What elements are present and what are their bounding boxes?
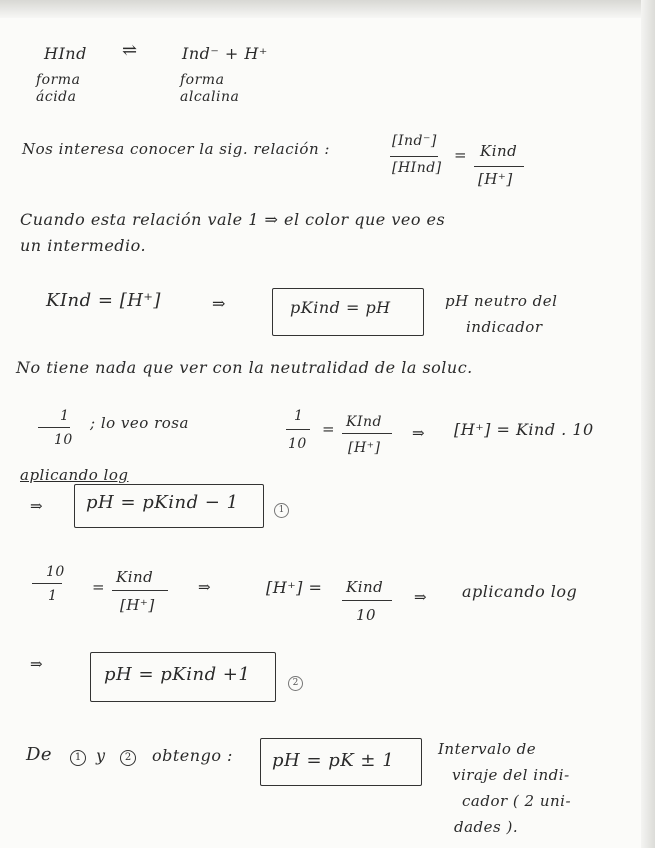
reaction-right: Ind⁻ + H⁺ (182, 44, 268, 63)
relation-frac2-num: Kind (480, 142, 518, 160)
label-base-form: forma alcalina (180, 72, 240, 105)
l7-f1-line (32, 583, 62, 584)
l7-f3-den: 10 (356, 606, 377, 624)
pkind-equals-ph: pKind = pH (290, 298, 391, 317)
interval-note-3: cador ( 2 uni- (462, 792, 572, 810)
l7-equals: = (92, 578, 106, 596)
cuando-line-1: Cuando esta relación vale 1 ⇒ el color que veo es (20, 210, 446, 229)
aplicando-log-1: aplicando log (20, 466, 129, 484)
interval-note-4: dades ). (454, 818, 519, 836)
marker-2-ref: 2 (120, 750, 136, 766)
l7-f3-line (342, 600, 392, 601)
marker-1-ref: 1 (70, 750, 86, 766)
aplicando-log-2: aplicando log (462, 582, 578, 601)
l5-frac-num: 1 (60, 408, 70, 424)
l5-equals: = (322, 420, 336, 438)
ph-minus-1: pH = pKind − 1 (86, 492, 239, 513)
interval-note-1: Intervalo de (438, 740, 537, 758)
neutralidad-line: No tiene nada que ver con la neutralidad de la soluc. (16, 358, 473, 377)
l5-frac-den: 10 (54, 432, 73, 448)
implies-arrow-1: ⇒ (212, 294, 226, 313)
implies-arrow-6: ⇒ (30, 655, 44, 673)
label-acid-form: forma ácida (36, 72, 81, 105)
l5-f3-den: [H⁺] (348, 440, 381, 456)
l7-f2-num: Kind (116, 568, 154, 586)
reaction-left: HInd (44, 44, 87, 63)
relation-frac2-line (474, 166, 524, 167)
implies-arrow-3: ⇒ (30, 497, 44, 515)
l5-f2-line (286, 429, 310, 430)
veo-rosa: ; lo veo rosa (90, 414, 189, 432)
neutral-note-1: pH neutro del (445, 292, 558, 310)
relation-frac1-num: [Ind⁻] (392, 133, 437, 149)
interval-note-2: viraje del indi- (452, 766, 570, 784)
l5-f2-den: 10 (288, 436, 307, 452)
cuando-line-2: un intermedio. (20, 236, 147, 255)
l7-f2-den: [H⁺] (120, 596, 155, 614)
l5-f2-num: 1 (294, 408, 304, 424)
l7-f3-num: Kind (346, 578, 384, 596)
l5-f3-line (342, 433, 392, 434)
relation-equals: = (454, 146, 468, 164)
implies-arrow-4: ⇒ (198, 578, 212, 596)
obtengo-label: obtengo : (152, 746, 233, 765)
de-label: De (26, 744, 53, 765)
relation-frac2-den: [H⁺] (478, 170, 513, 188)
l5-f3-num: KInd (346, 414, 382, 430)
kind-equals-h: KInd = [H⁺] (46, 290, 161, 311)
ph-pk-pm-1: pH = pK ± 1 (272, 750, 395, 771)
scan-right-edge (641, 0, 655, 848)
marker-2: 2 (288, 676, 303, 691)
relation-text: Nos interesa conocer la sig. relación : (22, 140, 330, 158)
l7-f1-den: 1 (48, 588, 58, 604)
l5-frac-line (38, 427, 70, 428)
scan-top-edge (0, 0, 655, 18)
neutral-note-2: indicador (466, 318, 543, 336)
relation-frac1-den: [HInd] (392, 160, 442, 176)
l7-f1-num: 10 (46, 564, 65, 580)
marker-1: 1 (274, 503, 289, 518)
implies-arrow-2: ⇒ (412, 424, 426, 442)
relation-frac1-line (390, 156, 438, 157)
ph-plus-1: pH = pKind +1 (104, 664, 251, 685)
l7-f2-line (112, 590, 168, 591)
equilibrium-arrow: ⇌ (122, 40, 138, 61)
implies-arrow-5: ⇒ (414, 588, 428, 606)
y-label: y (96, 746, 106, 765)
l5-result: [H⁺] = Kind . 10 (454, 420, 594, 439)
l7-mid: [H⁺] = (266, 578, 323, 597)
